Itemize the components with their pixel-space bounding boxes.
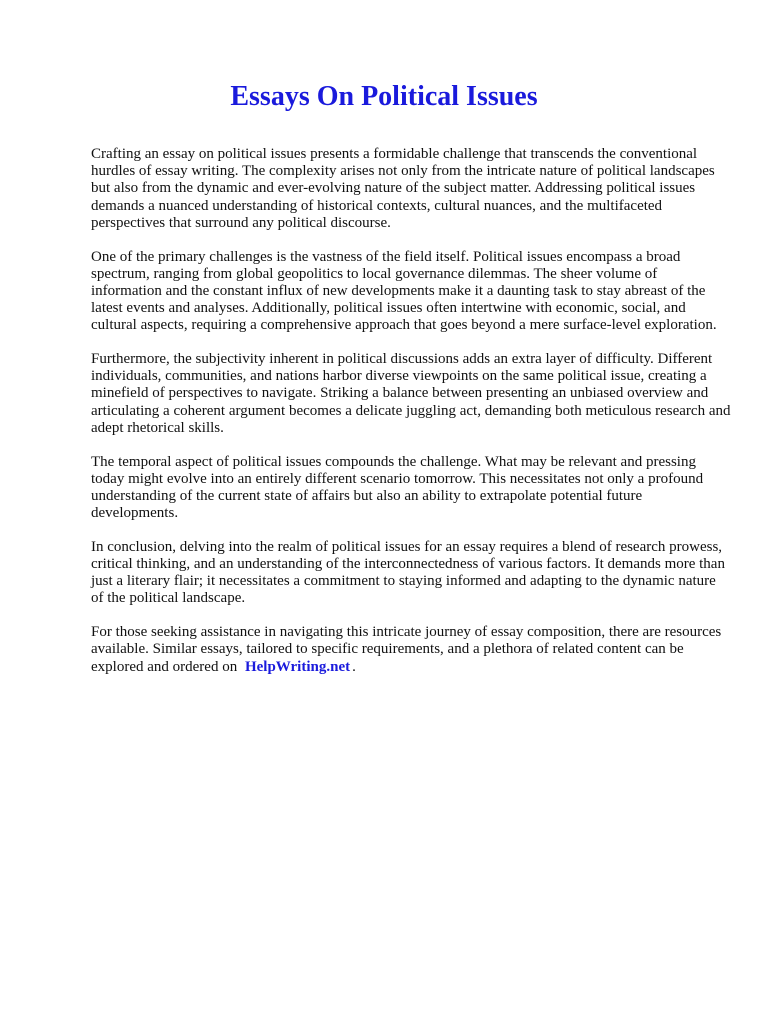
paragraph-3: Furthermore, the subjectivity inherent in political discussions adds an extra layer of difficulty. Different individuals, communities, and nations harbor diverse viewpoints on the same political issue, creating a minefield of perspectives to navigate. Striking a balance between presenting an unbiased overview and articulating a coherent argument becomes a delicate juggling act, demanding both meticulous research and adept rhetorical skills.	[91, 351, 731, 436]
closing-period: .	[352, 658, 356, 675]
paragraph-1: Crafting an essay on political issues presents a formidable challenge that transcends the conventional hurdles of essay writing. The complexity arises not only from the intricate nature of political landscapes but also from the dynamic and ever-evolving nature of the subject matter. Addressing political issues demands a nuanced understanding of historical contexts, cultural nuances, and the multifaceted perspectives that surround any political discourse.	[91, 146, 715, 231]
document-body	[91, 146, 731, 692]
paragraph-2: One of the primary challenges is the vastness of the field itself. Political issues encompass a broad spectrum, ranging from global geopolitics to local governance dilemmas. The sheer volume of information and the constant influx of new developments make it a daunting task to stay abreast of the latest events and analyses. Additionally, political issues often intertwine with economic, social, and cultural aspects, requiring a comprehensive approach that goes beyond a mere surface-level exploration.	[91, 248, 717, 334]
paragraph-4: The temporal aspect of political issues compounds the challenge. What may be relevant and pressing today might evolve into an entirely different scenario tomorrow. This necessitates not only a profound understanding of the current state of affairs but also an ability to extrapolate potential future developments.	[91, 453, 704, 522]
paragraph-5: In conclusion, delving into the realm of political issues for an essay requires a blend of research prowess, critical thinking, and an understanding of the interconnectedness of various factors. It demands more than just a literary flair; it necessitates a commitment to staying informed and adapting to the dynamic nature of the political landscape.	[91, 538, 725, 607]
page-title: Essays On Political Issues	[230, 81, 538, 112]
closing-text: For those seeking assistance in navigating this intricate journey of essay composition, there are resources available. Similar essays, tailored to specific requirements, and a plethora of related content can be explored and ordered on	[91, 624, 722, 675]
helpwriting-link[interactable]: HelpWriting.net	[244, 658, 351, 675]
closing-paragraph	[91, 624, 731, 676]
